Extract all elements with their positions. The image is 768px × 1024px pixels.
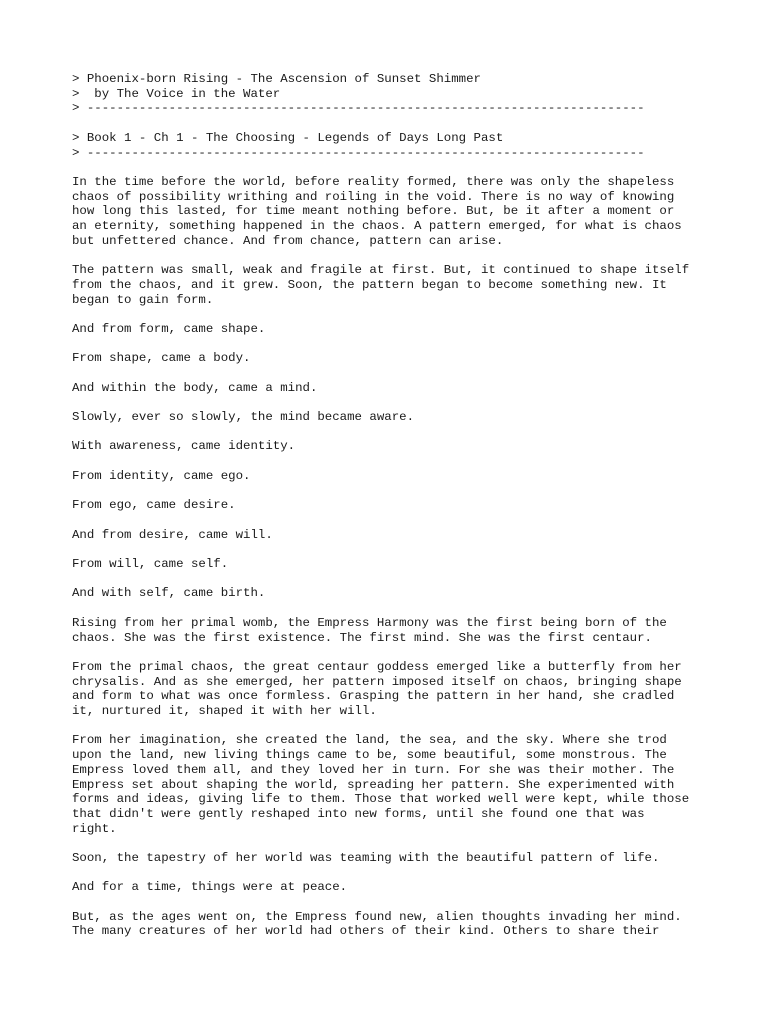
paragraph: Rising from her primal womb, the Empress Harmony was the first being born of the chaos. She was the first existence. The first mind. She was the first centaur. xyxy=(72,615,667,645)
chapter-title-line: > Book 1 - Ch 1 - The Choosing - Legends of Days Long Past xyxy=(72,130,504,145)
chapter-header xyxy=(72,131,722,160)
story-header xyxy=(72,72,722,116)
paragraph: The pattern was small, weak and fragile at first. But, it continued to shape itself from the chaos, and it grew. Soon, the pattern began to become something new. It began to gain form. xyxy=(72,263,690,307)
paragraph: In the time before the world, before reality formed, there was only the shapeless chaos of possibility writhing and roiling in the void. There is no way of knowing how long this lasted, for time meant nothing before. But, be it after a moment or an eternity, something happened in the chaos. A pattern emerged, for what is chaos but unfettered chance. And from chance, pattern can arise. xyxy=(72,174,682,248)
paragraph: And with self, came birth. xyxy=(72,586,266,601)
document-page xyxy=(72,72,722,954)
paragraph: But, as the ages went on, the Empress found new, alien thoughts invading her mind. The many creatures of her world had others of their kind. Others to share their xyxy=(72,909,682,939)
story-author-line: > by The Voice in the Water xyxy=(72,86,281,101)
paragraph: From shape, came a body. xyxy=(72,351,251,366)
paragraph: From will, came self. xyxy=(72,557,229,572)
paragraph: And from desire, came will. xyxy=(72,527,273,542)
paragraph: From the primal chaos, the great centaur goddess emerged like a butterfly from her chrysalis. And as she emerged, her pattern imposed itself on chaos, bringing shape and form to what was once formless. Grasping the pattern in her hand, she cradled it, nurtured it, shaped it with her will. xyxy=(72,659,682,718)
paragraph: And from form, came shape. xyxy=(72,321,266,336)
story-body xyxy=(72,175,722,939)
paragraph: Soon, the tapestry of her world was teaming with the beautiful pattern of life. xyxy=(72,851,660,865)
paragraph: From her imagination, she created the land, the sea, and the sky. Where she trod upon the land, new living things came to be, some beautiful, some monstrous. The Empress loved them all, and they loved her in turn. For she was their mother. The Empress set about shaping the world, spreading her pattern. She experimented with forms and ideas, giving life to them. Those that worked well were kept, while those that didn't were gently reshaped into new forms, until she found one that was right. xyxy=(72,733,690,836)
paragraph: From ego, came desire. xyxy=(72,498,236,513)
paragraph: And within the body, came a mind. xyxy=(72,380,318,395)
paragraph: Slowly, ever so slowly, the mind became aware. xyxy=(72,410,415,425)
chapter-divider: > --------------------------------------------------------------------------- xyxy=(72,145,645,160)
paragraph: From identity, came ego. xyxy=(72,468,251,483)
paragraph: And for a time, things were at peace. xyxy=(72,880,348,895)
paragraph: With awareness, came identity. xyxy=(72,439,296,454)
story-title-line: > Phoenix-born Rising - The Ascension of Sunset Shimmer xyxy=(72,72,481,86)
header-divider: > --------------------------------------------------------------------------- xyxy=(72,101,645,116)
